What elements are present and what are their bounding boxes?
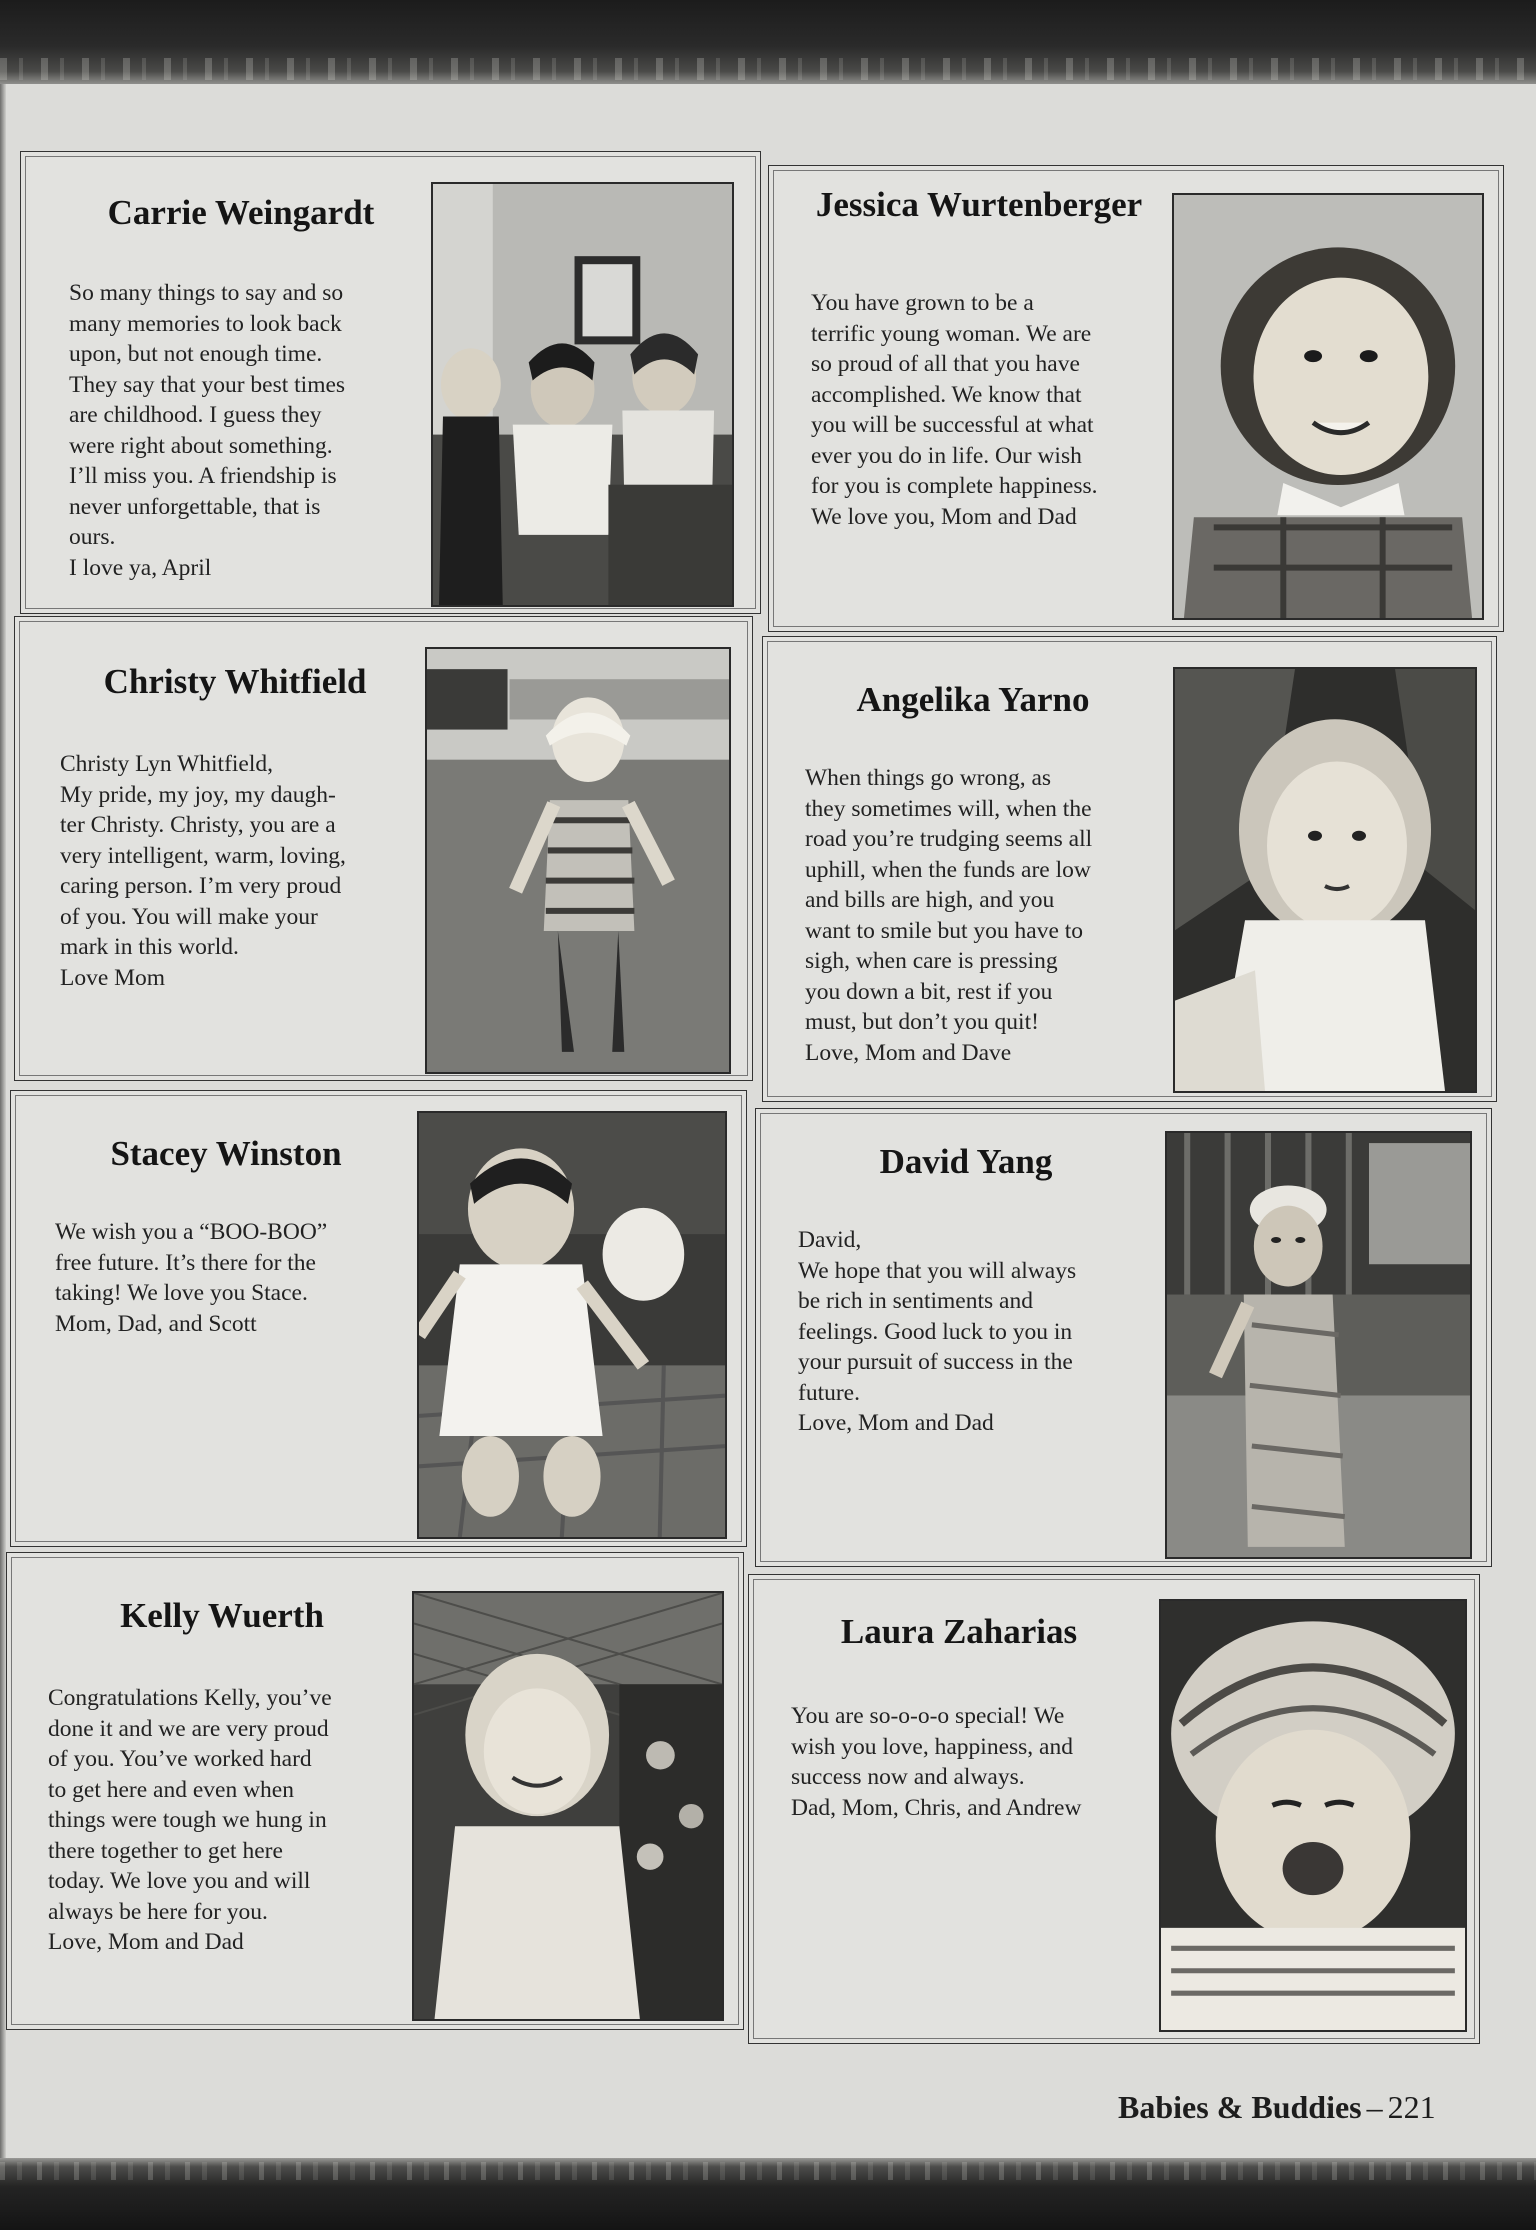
entry-name: David Yang <box>879 1142 1053 1181</box>
entry-name: Kelly Wuerth <box>120 1596 324 1635</box>
entry-card-jessica-wurtenberger <box>768 165 1504 632</box>
entry-card-laura-zaharias <box>748 1574 1480 2044</box>
footer-separator: – <box>1366 2089 1383 2125</box>
page-footer <box>1118 2089 1436 2126</box>
section-title: Babies & Buddies <box>1118 2089 1362 2125</box>
entry-message: You have grown to be a terrific young woman. We are so proud of all that you have accomplished. We know that you will be successful at what ever you do in life. Our wish for you is complete happiness. We love you, Mom and Dad <box>811 290 1098 530</box>
entry-name: Angelika Yarno <box>856 680 1090 719</box>
entry-message: So many things to say and so many memories to look back upon, but not enough time. They say that your best times are childhood. I guess they were right about something. I’ll miss you. A friendship is never unforgettable, that is ours. I love ya, April <box>69 280 346 581</box>
entry-name: Laura Zaharias <box>840 1612 1078 1651</box>
entry-card-carrie-weingardt <box>20 151 761 614</box>
photo-toddler-girl-flowers <box>412 1591 724 2021</box>
entry-message: Christy Lyn Whitfield, My pride, my joy, my daugh- ter Christy. Christy, you are a very intelligent, warm, loving, caring person. I’m very proud of you. You will make your mark in this world. Love Mom <box>60 751 346 991</box>
photo-baby-bonnet <box>1159 1599 1467 2032</box>
scan-edge-bottom <box>0 2158 1536 2230</box>
entry-message: David, We hope that you will always be rich in sentiments and feelings. Good luck to you in your pursuit of success in the future. Love, Mom and Dad <box>798 1227 1077 1436</box>
entry-card-christy-whitfield <box>14 616 753 1081</box>
scan-edge-top <box>0 0 1536 84</box>
entry-card-angelika-yarno <box>762 636 1497 1102</box>
photo-toddler-boy-cap <box>1165 1131 1472 1559</box>
photo-toddler-girl-garden <box>1173 667 1477 1093</box>
entry-message: When things go wrong, as they sometimes will, when the road you’re trudging seems all uphill, when the funds are low and bills are high, and you want to smile but you have to sigh, when care is pressing you down a bit, rest if you must, but don’t you quit! Love, Mom and Dave <box>805 765 1093 1066</box>
page-number: 221 <box>1387 2089 1436 2125</box>
entry-message: Congratulations Kelly, you’ve done it and we are very proud of you. You’ve worked hard to get here and even when things were tough we hung in there together to get here today. We love you and will always be here for you. Love, Mom and Dad <box>48 1685 332 1955</box>
entry-message: We wish you a “BOO-BOO” free future. It’s there for the taking! We love you Stace. Mom, Dad, and Scott <box>55 1219 328 1337</box>
entry-card-kelly-wuerth <box>6 1552 744 2030</box>
photo-baby-white-dress <box>417 1111 727 1539</box>
entry-name: Christy Whitfield <box>103 662 367 701</box>
entry-name: Stacey Winston <box>110 1134 342 1173</box>
entry-name: Carrie Weingardt <box>107 193 375 232</box>
entry-message: You are so-o-o-o special! We wish you love, happiness, and success now and always. Dad, Mom, Chris, and Andrew <box>791 1703 1082 1821</box>
photo-three-girls <box>431 182 734 607</box>
entry-name: Jessica Wurtenberger <box>815 185 1143 224</box>
photo-toddler-outdoors <box>425 647 731 1074</box>
entry-card-stacey-winston <box>10 1090 747 1547</box>
entry-card-david-yang <box>755 1108 1492 1567</box>
photo-girl-curly-hair <box>1172 193 1484 620</box>
